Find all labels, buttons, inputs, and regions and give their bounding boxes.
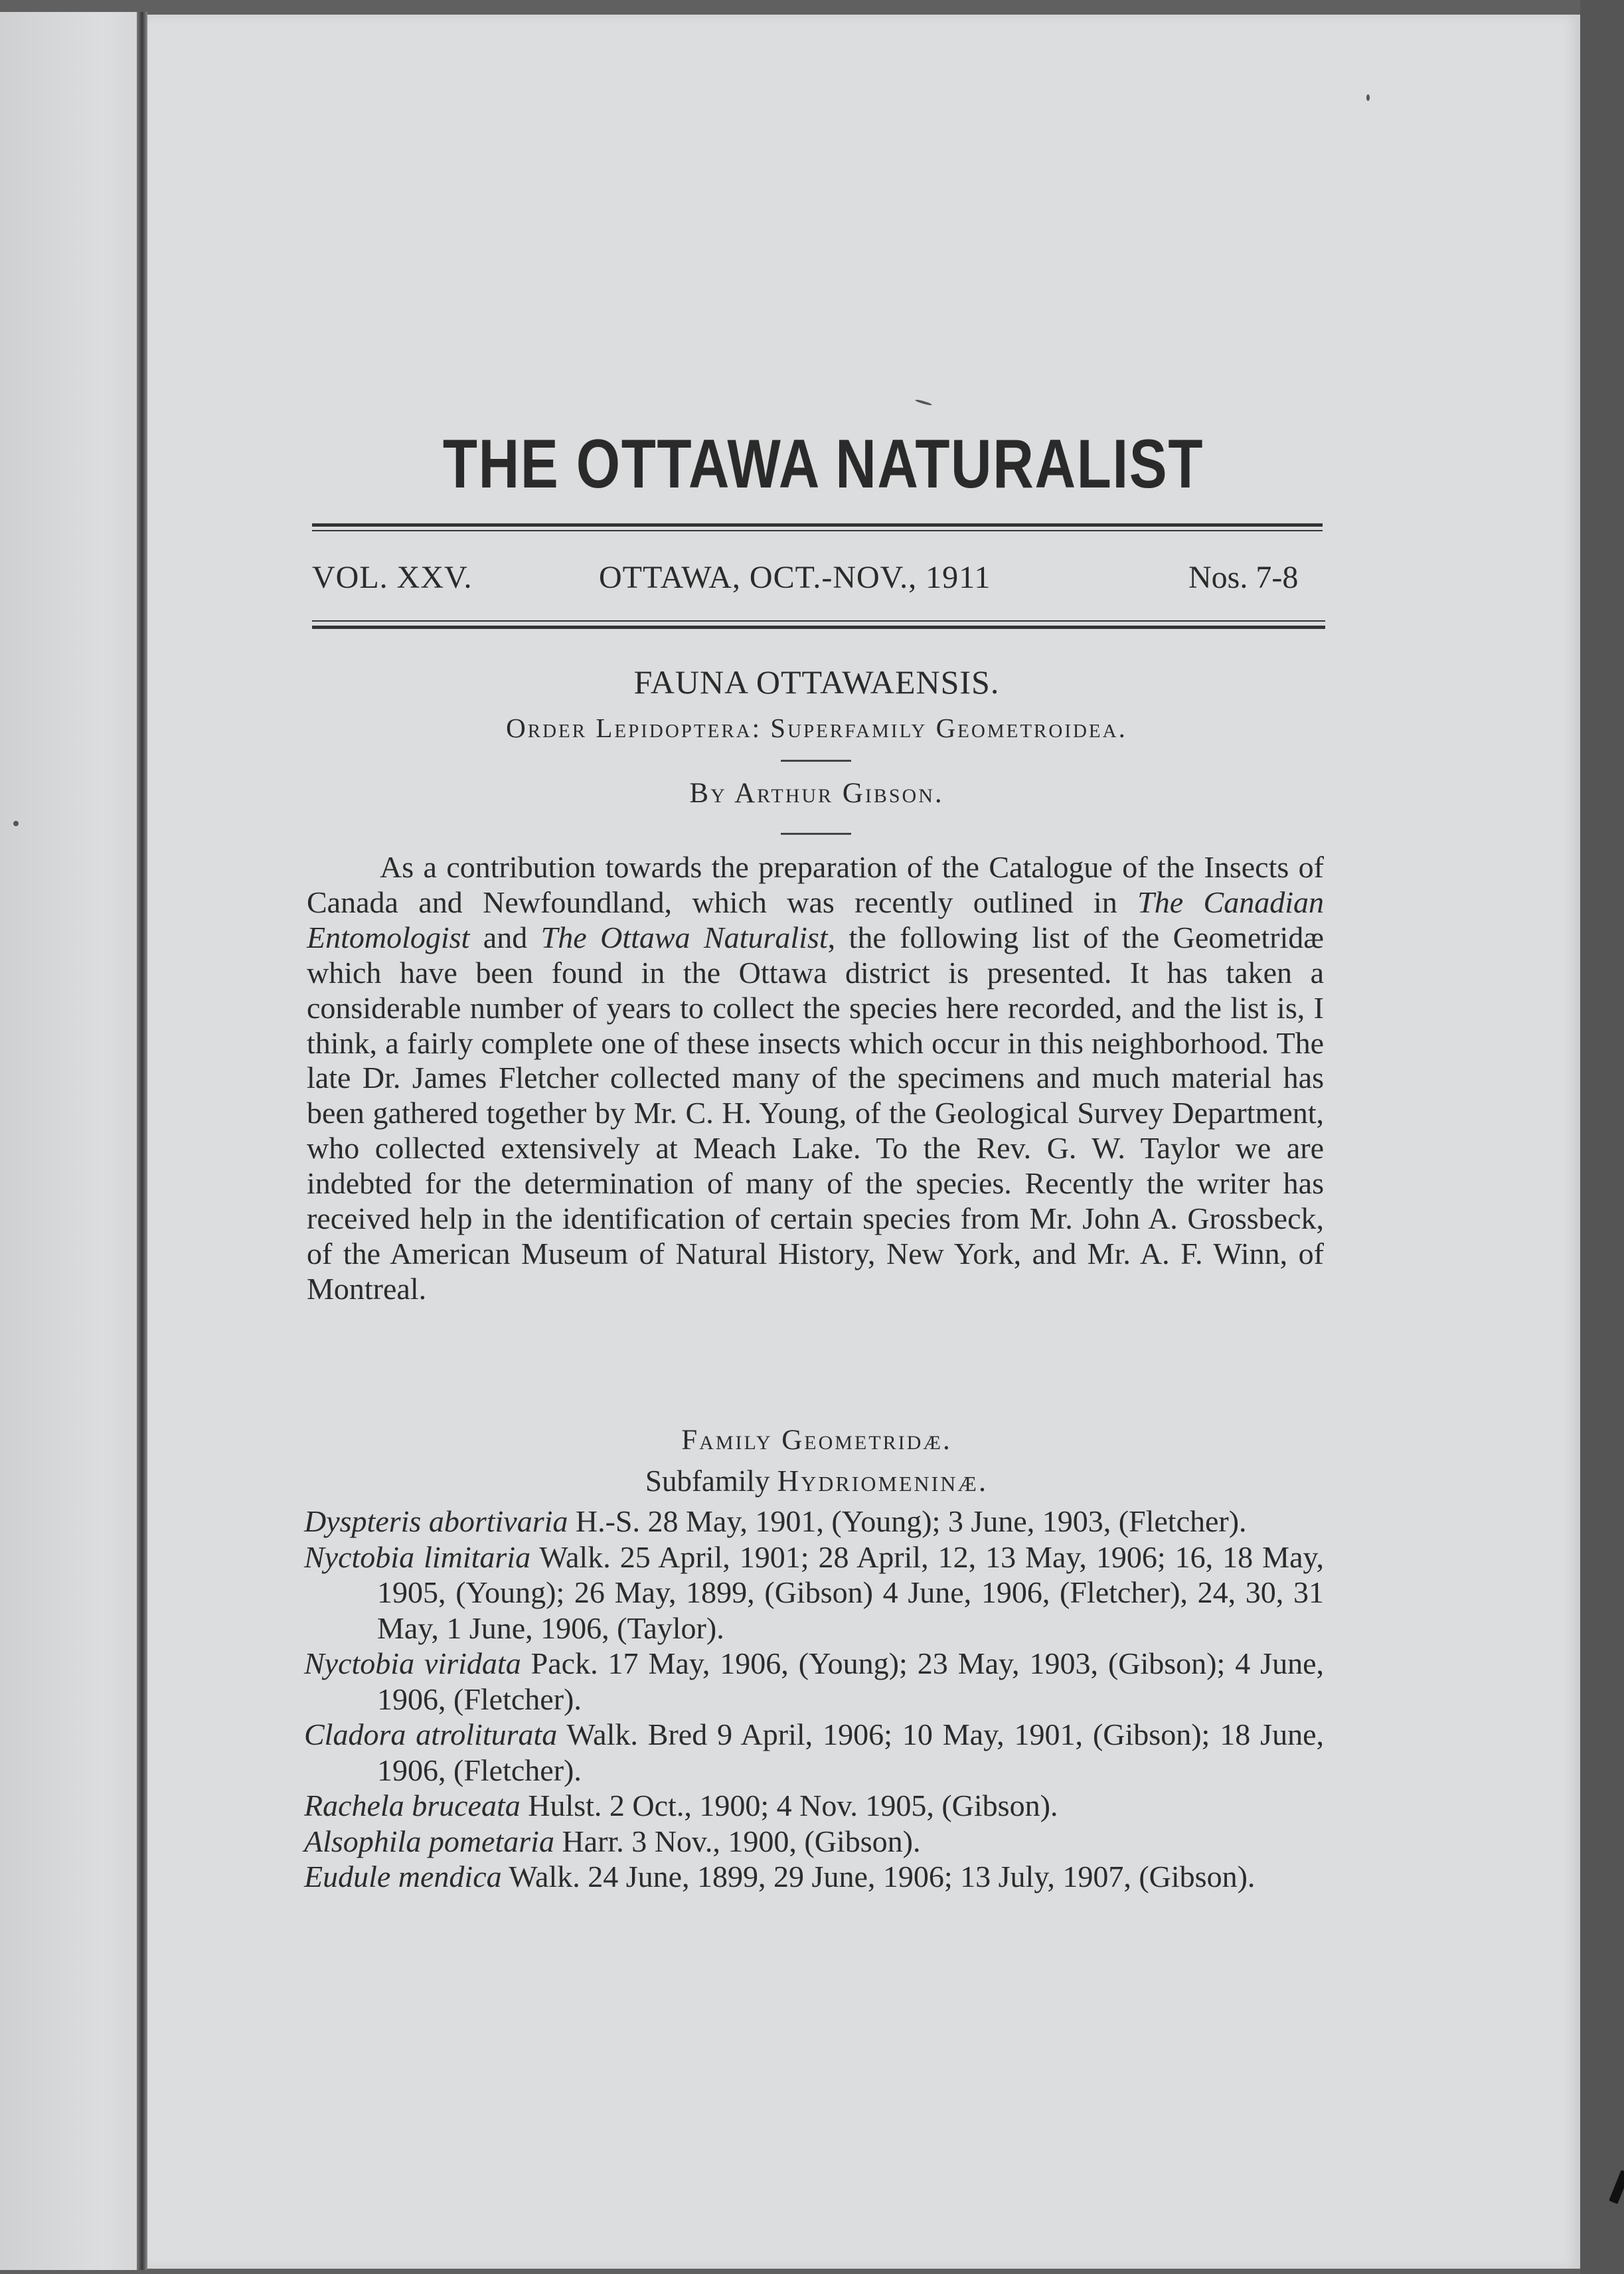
article-subheading: Order Lepidoptera: Superfamily Geometroidea. xyxy=(506,713,1127,743)
intro-text-1: As a contribution towards the preparation of the Catalogue of the Insects of Canada and Newfoundland, which was recently outlined in xyxy=(307,850,1324,919)
species-entry xyxy=(304,1824,1324,1860)
family-heading: Family Geometridæ. xyxy=(681,1425,952,1456)
issue-numbers: Nos. 7-8 xyxy=(1188,560,1299,595)
intro-text-2: and xyxy=(469,920,541,954)
journal-reference-1: The Canadian Entomologist xyxy=(307,885,1324,954)
masthead-rule-bottom xyxy=(312,626,1325,629)
byline-divider xyxy=(781,833,851,835)
species-entry xyxy=(304,1646,1324,1717)
subfamily-heading xyxy=(305,1464,1328,1498)
species-name: Nyctobia viridata xyxy=(304,1646,521,1680)
species-name: Dyspteris abortivaria xyxy=(304,1504,568,1538)
species-entry xyxy=(304,1504,1324,1539)
article-byline: By Arthur Gibson. xyxy=(689,778,944,809)
journal-title: THE OTTAWA NATURALIST xyxy=(442,426,1204,503)
species-list xyxy=(304,1504,1324,1895)
species-record: Pack. 17 May, 1906, (Young); 23 May, 1903, (Gibson); 4 June, 1906, (Fletcher). xyxy=(377,1646,1324,1716)
book-gutter xyxy=(137,12,147,2270)
scan-background xyxy=(1580,0,1624,2274)
species-entry xyxy=(304,1788,1324,1824)
species-entry xyxy=(304,1859,1324,1895)
species-name: Nyctobia limitaria xyxy=(304,1539,531,1574)
species-entry xyxy=(304,1717,1324,1788)
masthead-rule-top xyxy=(312,523,1323,527)
scan-speck xyxy=(1366,94,1370,101)
species-name: Eudule mendica xyxy=(304,1860,502,1893)
species-record: Harr. 3 Nov., 1900, (Gibson). xyxy=(554,1824,921,1858)
species-name: Alsophila pometaria xyxy=(304,1824,554,1858)
journal-reference-2: The Ottawa Naturalist xyxy=(540,920,828,954)
issue-dateline: OTTAWA, OCT.-NOV., 1911 xyxy=(599,560,991,595)
species-name: Rachela bruceata xyxy=(304,1789,521,1822)
article-heading: FAUNA OTTAWAENSIS. xyxy=(633,663,1000,701)
subfamily-prefix: Subfamily xyxy=(645,1464,777,1498)
species-record: Hulst. 2 Oct., 1900; 4 Nov. 1905, (Gibson). xyxy=(520,1789,1058,1822)
species-record: Walk. 24 June, 1899, 29 June, 1906; 13 July, 1907, (Gibson). xyxy=(501,1860,1256,1893)
heading-divider xyxy=(781,760,851,762)
subfamily-name: Hydriomeninæ. xyxy=(777,1464,989,1498)
masthead-rule-bottom-thin xyxy=(312,620,1325,622)
intro-paragraph xyxy=(307,850,1324,1307)
species-record: Walk. Bred 9 April, 1906; 10 May, 1901, (Gibson); 18 June, 1906, (Fletcher). xyxy=(377,1717,1324,1787)
species-record: H.-S. 28 May, 1901, (Young); 3 June, 1903, (Fletcher). xyxy=(568,1504,1247,1538)
scan-speck xyxy=(13,821,19,826)
intro-text-3: , the following list of the Geometridæ which have been found in the Ottawa district is presented. It has taken a considerable number of years to collect the species here recorded, and the list is, I think, a fairly complete one of these insects which occur in this neighborhood. The late Dr. James Fletcher collected many of the specimens and much material has been gathered together by Mr. C. H. Young, of the Geological Survey Department, who collected extensively at Meach Lake. To the Rev. G. W. Taylor we are indebted for the determination of many of the species. Recently the writer has received help in the identification of certain species from Mr. John A. Grossbeck, of the American Museum of Natural History, New York, and Mr. A. F. Winn, of Montreal. xyxy=(307,920,1324,1306)
masthead-rule-top-thin xyxy=(312,530,1323,531)
species-record: Walk. 25 April, 1901; 28 April, 12, 13 May, 1906; 16, 18 May, 1905, (Young); 26 May, 1899, (Gibson) 4 June, 1906, (Fletcher), 24, 30, 31 May, 1 June, 1906, (Taylor). xyxy=(377,1539,1324,1645)
left-page-edge xyxy=(0,12,147,2270)
volume-number: VOL. XXV. xyxy=(312,560,473,595)
species-name: Cladora atroliturata xyxy=(304,1717,558,1751)
species-entry xyxy=(304,1539,1324,1646)
